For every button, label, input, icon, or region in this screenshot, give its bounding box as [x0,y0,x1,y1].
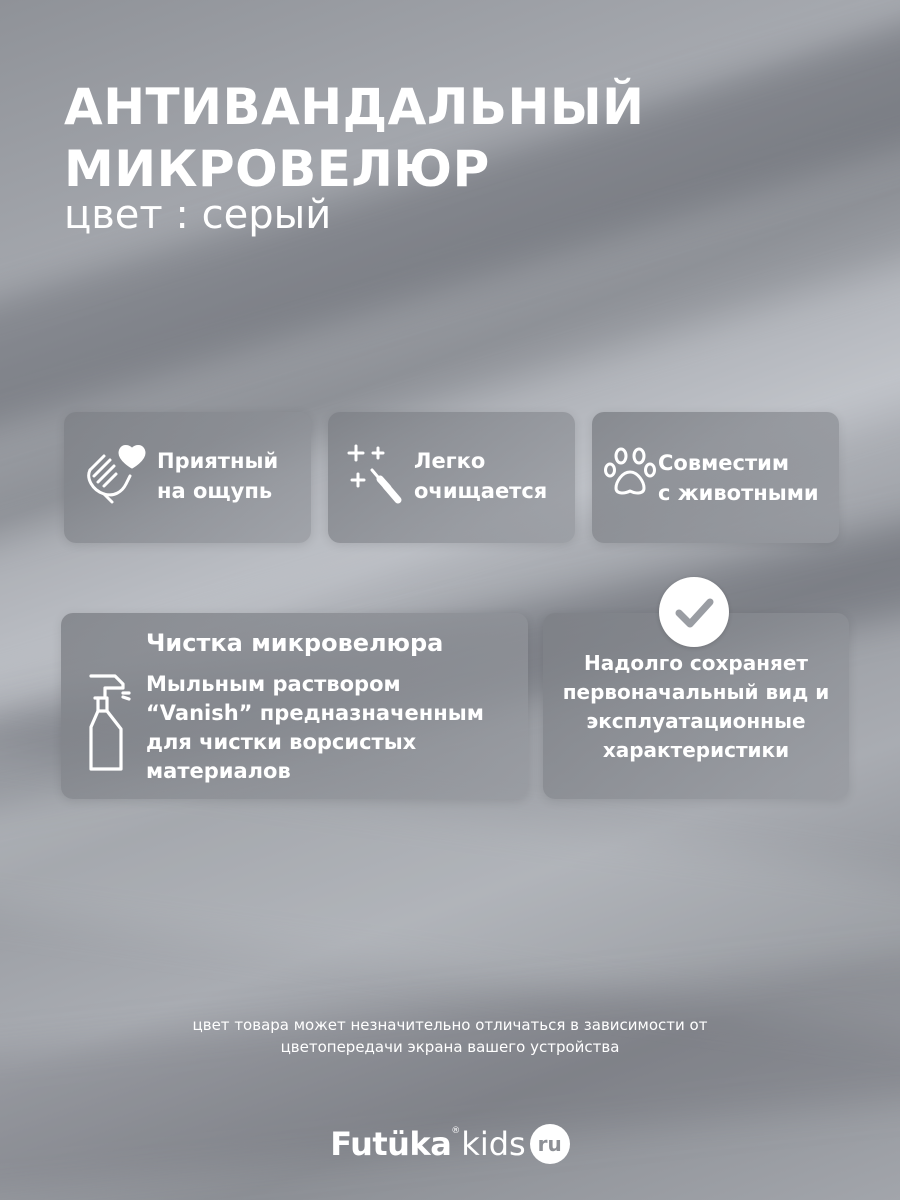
check-circle-icon [659,577,729,647]
spray-bottle-icon [87,671,131,779]
feature-card-easy-clean [328,412,575,543]
logo-registered-mark: ® [451,1126,461,1136]
magic-wand-sparkles-icon [342,440,404,510]
feature-card-soft [64,412,311,543]
logo-domain-badge: ru [530,1124,570,1164]
feature-label-pets: Совместим с животными [658,451,819,505]
feature-label-easy-clean: Легко очищается [414,449,548,503]
paw-icon [604,446,656,502]
logo-brand: Futüka [330,1125,452,1163]
cleaning-instructions: Мыльным раствором “Vanish” предназначенным для чистки ворсистых материалов [146,672,484,783]
logo-suffix: kids [461,1125,526,1163]
title-line-1: АНТИВАНДАЛЬНЫЙ [64,78,645,136]
title-line-2: МИКРОВЕЛЮР [64,140,490,198]
brand-logo [0,1122,900,1166]
hands-heart-icon [82,440,148,510]
color-subtitle: цвет : серый [64,192,332,238]
color-disclaimer: цвет товара может незначительно отличаться в зависимости от цветопередачи экрана вашего устройства [192,1016,708,1056]
cleaning-card [61,613,528,799]
page-title [64,76,645,200]
durability-text: Надолго сохраняет первоначальный вид и эксплуатационные характеристики [562,651,830,762]
feature-card-pets [592,412,839,543]
cleaning-title: Чистка микровелюра [146,629,444,657]
feature-label-soft: Приятный на ощупь [157,449,279,503]
